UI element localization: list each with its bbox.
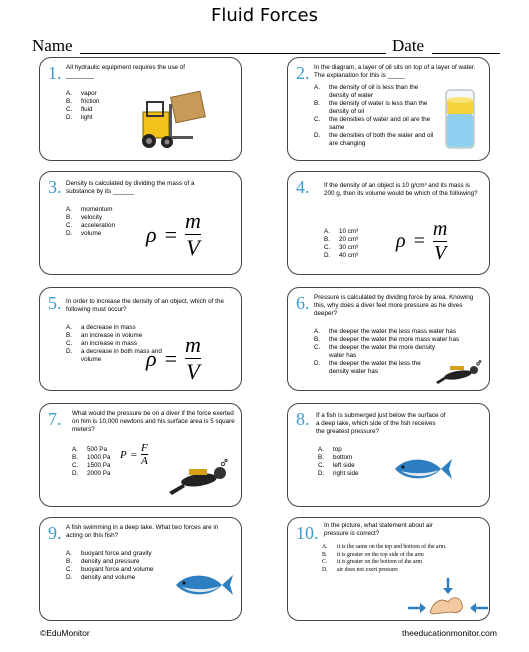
options-list xyxy=(324,228,358,260)
option[interactable]: C. an increase in mass xyxy=(66,340,137,347)
fraction: $\frac{m}{V}$ xyxy=(184,332,201,384)
question-number: 6. xyxy=(296,293,310,313)
option[interactable]: B. an increase in volume xyxy=(66,332,143,339)
question-card-1 xyxy=(39,57,242,161)
fraction: $\frac{m}{V}$ xyxy=(432,218,448,264)
question-card-6 xyxy=(287,287,490,391)
options-list xyxy=(72,446,110,478)
date-label: Date xyxy=(392,36,425,55)
options-list xyxy=(318,446,359,478)
options-list xyxy=(66,550,153,582)
arm-pressure-arrows-icon xyxy=(408,578,488,618)
option[interactable]: A. vapor xyxy=(66,90,97,97)
option[interactable]: B. the density of water is less than the density of oil xyxy=(314,100,428,115)
option[interactable]: A. momentum xyxy=(66,206,113,213)
question-number: 1. xyxy=(48,63,62,83)
option[interactable]: C. the deeper the water the more density water has xyxy=(314,344,436,359)
name-label: Name xyxy=(32,36,73,55)
option[interactable]: C. 1500 Pa xyxy=(72,462,111,469)
option[interactable]: A. a decrease in mass xyxy=(66,324,136,331)
question-number: 3. xyxy=(48,177,62,197)
option[interactable]: B. the deeper the water the more mass water has xyxy=(314,336,460,343)
tuna-fish-icon xyxy=(391,454,453,484)
option[interactable]: D. air does not exert pressure xyxy=(322,566,398,573)
option[interactable]: D. density and volume xyxy=(66,574,136,581)
option[interactable]: C. it is greater on the bottom of the arm xyxy=(322,559,422,565)
question-text: Pressure is calculated by dividing force by area. Knowing this, why does a diver feel more pressure as he dives deeper? xyxy=(314,294,474,317)
option[interactable]: A. 10 cm³ xyxy=(324,228,359,235)
density-formula: ρ = $\frac{m}{V}$ xyxy=(146,208,201,260)
question-number: 8. xyxy=(296,409,310,429)
option[interactable]: B. 20 cm³ xyxy=(324,236,359,243)
option[interactable]: C. 30 cm³ xyxy=(324,244,359,251)
question-card-8 xyxy=(287,403,490,507)
option[interactable]: A. buoyant force and gravity xyxy=(66,550,152,557)
question-card-9 xyxy=(39,517,242,621)
options-list xyxy=(322,544,446,574)
option[interactable]: B. density and pressure xyxy=(66,558,140,565)
option[interactable]: D. the densities of both the water and oil are changing xyxy=(314,132,434,147)
option[interactable]: A. it is the same on the top and bottom of the arm. xyxy=(322,544,447,550)
option[interactable]: C. buoyant force and volume xyxy=(66,566,154,573)
options-list xyxy=(66,206,115,238)
option[interactable]: D. a decrease in both mass and volume xyxy=(66,348,162,363)
question-text: In order to increase the density of an object, which of the following must occur? xyxy=(66,298,224,313)
question-card-4 xyxy=(287,171,490,275)
option[interactable]: D. volume xyxy=(66,230,102,237)
option[interactable]: D. the deeper the water the less the density water has xyxy=(314,360,421,375)
question-number: 5. xyxy=(48,293,62,313)
option[interactable]: A. 500 Pa xyxy=(72,446,107,453)
option[interactable]: B. bottom xyxy=(318,454,353,461)
question-card-5 xyxy=(39,287,242,391)
question-number: 2. xyxy=(296,63,310,83)
question-text: A fish swimming in a deep lake. What two forces are in acting on this fish? xyxy=(66,524,219,539)
pressure-formula: P = $\frac{F}{A}$ xyxy=(120,442,148,467)
option[interactable]: C. fluid xyxy=(66,106,93,113)
question-card-7 xyxy=(39,403,242,507)
option[interactable]: A. the deeper the water the less mass water has xyxy=(314,328,457,335)
question-card-10 xyxy=(287,517,490,621)
question-text: In the diagram, a layer of oil sits on top of a layer of water. The explanation for this is _____ xyxy=(314,64,476,79)
question-number: 4. xyxy=(296,177,310,197)
forklift-icon xyxy=(135,90,220,152)
worksheet-title: Fluid Forces xyxy=(211,5,318,26)
option[interactable]: A. top xyxy=(318,446,342,453)
question-text: If the density of an object is 10 g/cm³ and its mass is 200 g, then its volume would be which of the following? xyxy=(324,182,478,197)
option[interactable]: C. the densities of water and oil are the same xyxy=(314,116,431,131)
footer-brand: ©EduMonitor xyxy=(40,628,90,638)
scuba-diver-icon xyxy=(165,458,235,498)
fraction: $\frac{m}{V}$ xyxy=(184,208,201,260)
scuba-diver-icon xyxy=(434,360,484,386)
question-text: All hydraulic equipment requires the use of ________ xyxy=(66,64,186,79)
fraction: $\frac{F}{A}$ xyxy=(140,442,148,467)
oil-water-beaker-icon xyxy=(440,86,480,152)
question-text: Density is calculated by dividing the mass of a substance by its ______ xyxy=(66,180,195,195)
option[interactable]: D. 2000 Pa xyxy=(72,470,111,477)
option[interactable]: D. right side xyxy=(318,470,359,477)
question-number: 10. xyxy=(296,523,319,543)
question-number: 7. xyxy=(48,409,62,429)
question-text: If a fish is submerged just below the surface of a deep lake, which side of the fish receives the greatest pressure? xyxy=(316,412,446,435)
density-formula: ρ = $\frac{m}{V}$ xyxy=(396,218,448,264)
name-line[interactable] xyxy=(80,53,386,54)
tuna-fish-icon xyxy=(172,570,234,600)
question-number: 9. xyxy=(48,523,62,543)
option[interactable]: B. 1000 Pa xyxy=(72,454,111,461)
density-formula: ρ = $\frac{m}{V}$ xyxy=(146,332,201,384)
options-list xyxy=(314,84,439,148)
question-text: In the picture, what statement about air pressure is correct? xyxy=(324,522,433,537)
option[interactable]: C. acceleration xyxy=(66,222,115,229)
option[interactable]: B. friction xyxy=(66,98,100,105)
option[interactable]: A. the density of oil is less than the density of water xyxy=(314,84,419,99)
option[interactable]: D. 40 cm³ xyxy=(324,252,359,259)
option[interactable]: B. it is greater on the top side of the arm xyxy=(322,551,424,558)
option[interactable]: C. left side xyxy=(318,462,355,469)
question-card-2 xyxy=(287,57,490,161)
footer-website: theeducationmonitor.com xyxy=(402,628,497,638)
question-card-3 xyxy=(39,171,242,275)
date-line[interactable] xyxy=(432,53,500,54)
option[interactable]: B. velocity xyxy=(66,214,102,221)
question-text: What would the pressure be on a diver if the force exerted on him is 10,000 newtons and his surface area is 5 square meters? xyxy=(72,410,235,433)
option[interactable]: D. light xyxy=(66,114,93,121)
options-list xyxy=(66,90,100,122)
